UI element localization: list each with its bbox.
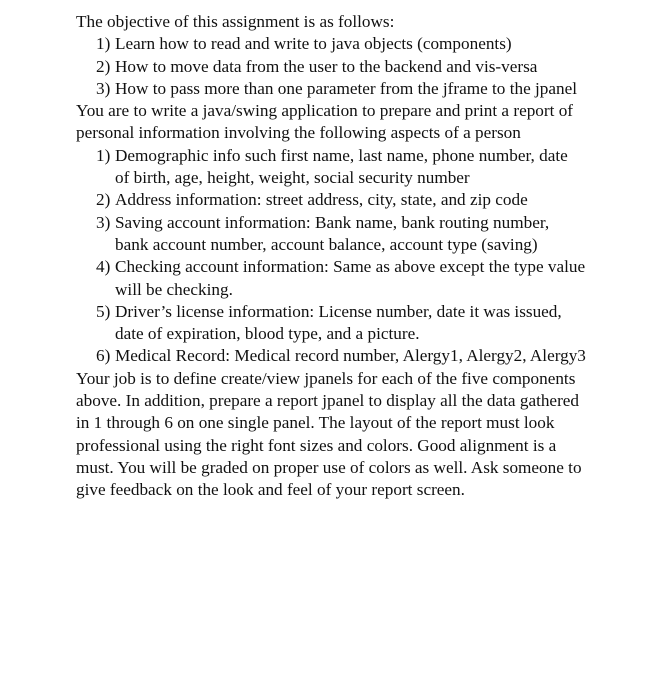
aspect-number: 1): [96, 145, 111, 165]
aspect-number: 2): [96, 190, 111, 210]
aspect-number: 6): [96, 346, 111, 366]
aspect-text: Checking account information: Same as above except the type value will be checking.: [115, 257, 586, 299]
closing-instructions: Your job is to define create/view jpanels for each of the five components above. In addition, prepare a report jpanel to display all the data gathered in 1 through 6 on one single panel. The layout of the report must look professional using the right font sizes and colors. Good alignment is a must. You will be graded on proper use of colors as well. Ask someone to give feedback on the look and feel of your report screen.: [76, 368, 582, 500]
aspect-text: Demographic info such first name, last name, phone number, date of birth, age, height, weight, social security number: [115, 145, 568, 188]
aspect-text: Address information: street address, city, state, and zip code: [115, 190, 528, 210]
aspect-item-3: [76, 212, 586, 257]
objective-item-2: [76, 56, 586, 78]
objective-number: 1): [96, 34, 111, 54]
aspect-text: Saving account information: Bank name, bank routing number, bank account number, account balance, account type (saving): [115, 212, 550, 254]
aspect-item-1: [76, 145, 586, 190]
aspect-item-5: [76, 301, 586, 346]
aspect-text: Medical Record: Medical record number, Alergy1, Alergy2, Alergy3: [115, 346, 586, 366]
aspect-item-2: [76, 189, 586, 211]
objective-text: Learn how to read and write to java objects (components): [115, 34, 512, 54]
aspect-text: Driver’s license information: License number, date it was issued, date of expiration, blood type, and a picture.: [115, 301, 562, 344]
objective-number: 3): [96, 78, 111, 98]
assignment-document: [76, 11, 586, 502]
objective-item-3: [76, 78, 586, 100]
task-description: You are to write a java/swing application to prepare and print a report of personal information involving the following aspects of a person: [76, 101, 574, 143]
objectives-list: [76, 33, 586, 100]
objective-text: How to move data from the user to the backend and vis-versa: [115, 56, 538, 76]
aspect-item-6: [76, 345, 586, 367]
objective-item-1: [76, 33, 586, 55]
aspect-number: 4): [96, 257, 111, 277]
aspect-item-4: [76, 256, 586, 301]
aspect-number: 3): [96, 212, 111, 232]
objective-number: 2): [96, 56, 111, 76]
objective-text: How to pass more than one parameter from the jframe to the jpanel: [115, 78, 577, 98]
aspect-number: 5): [96, 301, 111, 321]
intro-text: The objective of this assignment is as follows:: [76, 12, 395, 31]
aspects-list: [76, 145, 586, 368]
